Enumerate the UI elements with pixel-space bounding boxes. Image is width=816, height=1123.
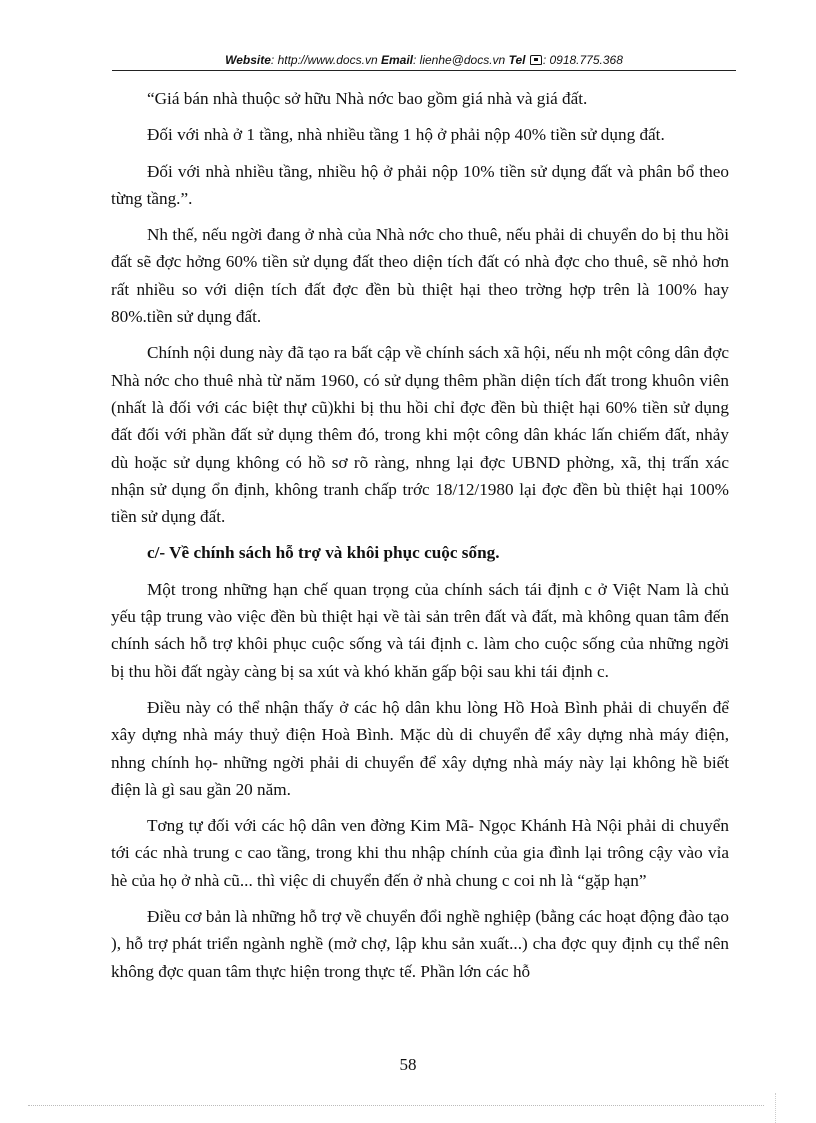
website-value: : http://www.docs.vn bbox=[270, 53, 378, 67]
paragraph: Đối với nhà ở 1 tầng, nhà nhiều tầng 1 hộ ở phải nộp 40% tiền sử dụng đất. bbox=[147, 125, 665, 145]
paragraph: Tơng tự đối với các hộ dân ven đờng Kim Mã- Ngọc Khánh Hà Nội phải di chuyển tới các nhà trung c cao tầng, trong khi thu nhập chính của gia đình lại trông cậy vào vỉa hè của họ ở nhà cũ... thì việc di chuyển đến ở nhà chung c coi nh là “gặp hạn” bbox=[111, 816, 729, 890]
paragraph: Điều cơ bản là những hỗ trợ về chuyển đổi nghề nghiệp (bằng các hoạt động đào tạo ), hỗ trợ phát triển ngành nghề (mở chợ, lập khu sản xuất...) cha đợc quy định cụ thể nên không đợc quan tâm thực hiện trong thực tế. Phần lớn các hỗ bbox=[111, 907, 729, 981]
telephone-icon bbox=[530, 55, 542, 65]
paragraph: Chính nội dung này đã tạo ra bất cập về chính sách xã hội, nếu nh một công dân đợc Nhà nớc cho thuê nhà từ năm 1960, có sử dụng thêm phần diện tích đất trong khuôn viên (nhất là đối với các biệt thự cũ)khi bị thu hồi chỉ đợc đền bù thiệt hại 60% tiền sử dụng đất đối với phần đất sử dụng thêm đó, trong khi một công dân khác lấn chiếm đất, nhảy dù hoặc sử dụng không có hồ sơ rõ ràng, nhng lại đợc UBND phờng, xã, thị trấn xác nhận sử dụng ổn định, không tranh chấp trớc 18/12/1980 lại đợc đền bù thiệt hại 100% tiền sử dụng đất. bbox=[111, 343, 729, 527]
page-number: 58 bbox=[399, 1055, 417, 1074]
footer-divider bbox=[28, 1105, 764, 1106]
section-heading: c/- Về chính sách hỗ trợ và khôi phục cuộc sống. bbox=[147, 543, 500, 563]
page-header bbox=[112, 50, 736, 71]
tel-value: : 0918.775.368 bbox=[542, 53, 623, 67]
document-body bbox=[111, 85, 729, 985]
page-corner-divider bbox=[775, 1093, 816, 1123]
email-value: : lienhe@docs.vn bbox=[412, 53, 506, 67]
paragraph: Đối với nhà nhiều tầng, nhiều hộ ở phải nộp 10% tiền sử dụng đất và phân bổ theo từng tầng.”. bbox=[111, 161, 729, 208]
paragraph: “Giá bán nhà thuộc sở hữu Nhà nớc bao gồm giá nhà và giá đất. bbox=[147, 89, 588, 108]
paragraph: Nh thế, nếu ngời đang ở nhà của Nhà nớc cho thuê, nếu phải di chuyển do bị thu hồi đất sẽ đợc hởng 60% tiền sử dụng đất theo diện tích đất có nhà đợc cho thuê, sẽ nhỏ hơn rất nhiều so với diện tích đất đợc đền bù thiệt hại theo trờng hợp trên là 100% hay 80%.tiền sử dụng đất. bbox=[111, 225, 729, 327]
tel-label: Tel bbox=[508, 53, 526, 67]
website-label: Website bbox=[225, 53, 271, 67]
paragraph: Điều này có thể nhận thấy ở các hộ dân khu lòng Hồ Hoà Bình phải di chuyển để xây dựng nhà máy thuỷ điện Hoà Bình. Mặc dù di chuyển để xây dựng nhà máy điện, nhng chính họ- những ngời phải di chuyển để xây dựng nhà máy này lại không hề biết điện là gì sau gần 20 năm. bbox=[111, 697, 729, 799]
paragraph: Một trong những hạn chế quan trọng của chính sách tái định c ở Việt Nam là chủ yếu tập trung vào việc đền bù thiệt hại về tài sản trên đất và đất, mà không quan tâm đến chính sách hỗ trợ khôi phục cuộc sống và tái định c. làm cho cuộc sống của những ngời bị thu hồi đất ngày càng bị sa xút và khó khăn gấp bội sau khi tái định c. bbox=[111, 579, 729, 681]
email-label: Email bbox=[380, 53, 413, 67]
